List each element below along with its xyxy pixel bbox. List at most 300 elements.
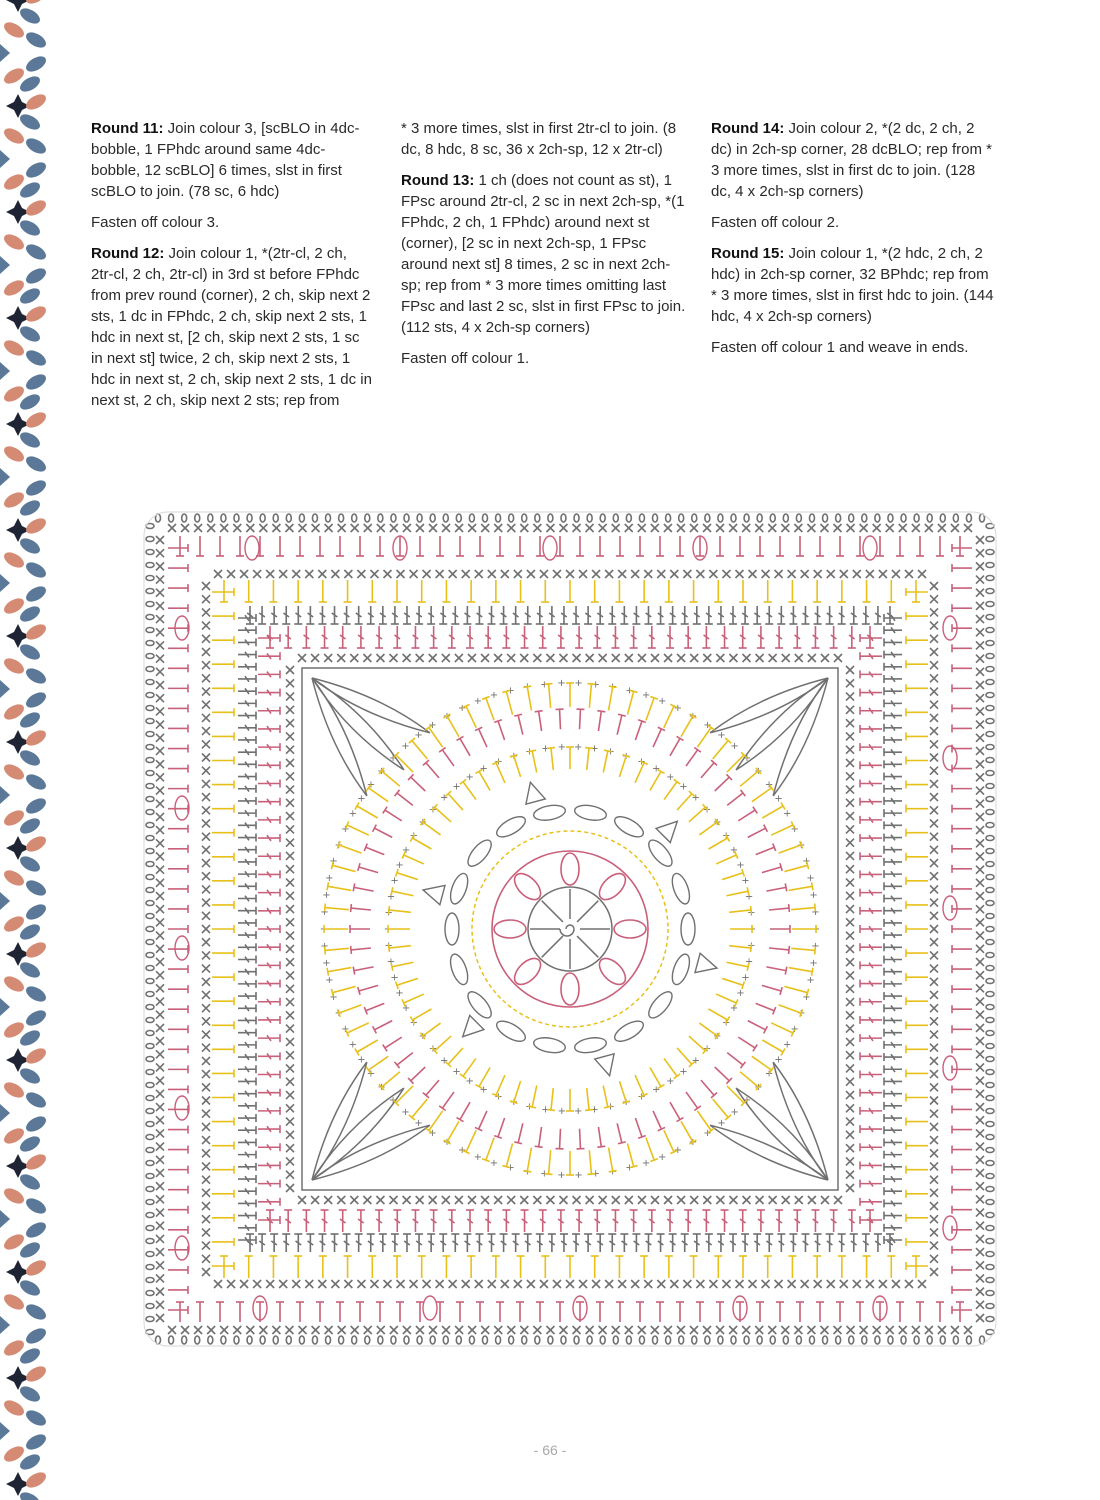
radial-stitch (328, 886, 352, 890)
radial-bar (597, 711, 605, 712)
sc-symbol: + (386, 891, 396, 903)
chain-stitch (146, 1291, 154, 1296)
sc-symbol: + (591, 1168, 600, 1180)
radial-stitch (589, 1150, 591, 1174)
radial-stitch (677, 794, 692, 810)
text-column-2 (401, 118, 686, 379)
petal-shape (23, 53, 48, 74)
chain-loop (494, 813, 529, 841)
radial-bar (789, 946, 790, 954)
radial-bar (751, 906, 752, 914)
radial-stitch (332, 865, 355, 871)
radial-stitch (589, 684, 591, 708)
petal-shape (17, 323, 42, 344)
radial-stitch (587, 748, 589, 770)
chain-loop (574, 1036, 608, 1055)
radial-bar (545, 684, 553, 685)
petal-shape (23, 689, 48, 710)
edge-triangle (0, 574, 10, 592)
radial-bar (358, 987, 360, 995)
petal-shape (23, 621, 48, 642)
radial-bar (353, 883, 355, 891)
bobble (175, 1096, 189, 1120)
chain-stitch (456, 1336, 461, 1344)
chain-stitch (247, 514, 252, 522)
chain-stitch (862, 1336, 867, 1344)
sc-symbol: + (525, 1101, 534, 1113)
petal-shape (23, 1407, 48, 1428)
sc-symbol: + (401, 1106, 410, 1118)
radial-stitch (412, 1009, 431, 1020)
round-14-text: Join colour 2, *(2 dc, 2 ch, 2 dc) in 2ch-sp corner, 28 dcBLO; rep from * 3 more times, slst in first dc to join. (128 dc, 4 x 2ch-sp corners) (711, 120, 992, 200)
sc-symbol: + (747, 924, 757, 935)
sc-symbol: + (377, 765, 386, 777)
sc-symbol: + (657, 1152, 667, 1164)
chain-stitch (482, 514, 487, 522)
chain-stitch (731, 1336, 736, 1344)
round-12-continued: * 3 more times, slst in first 2tr-cl to join. (8 dc, 8 hdc, 8 sc, 36 x 2ch-sp, 12 x 2tr-cl) (401, 120, 677, 158)
chain-stitch (146, 628, 154, 633)
sc-symbol: + (479, 1084, 488, 1096)
chain-stitch (146, 654, 154, 659)
chain-stitch (718, 1336, 723, 1344)
sc-symbol: + (622, 1097, 631, 1109)
sc-symbol: + (703, 1127, 712, 1139)
sc-symbol: + (366, 779, 376, 791)
radial-stitch (580, 1129, 581, 1149)
sc-symbol: + (741, 875, 750, 887)
chain-stitch (986, 1096, 994, 1101)
sc-symbol: + (452, 781, 461, 793)
sc-symbol: + (744, 891, 754, 903)
radial-stitch (532, 751, 537, 773)
chain-stitch (417, 1336, 422, 1344)
chain-stitch (666, 1336, 671, 1344)
edge-triangle (0, 44, 10, 62)
petal-shape (1, 19, 26, 40)
radial-bar (383, 1045, 387, 1052)
radial-stitch (551, 748, 553, 770)
radial-stitch (699, 822, 717, 835)
radial-stitch (681, 1121, 693, 1142)
sc-symbol: + (395, 987, 404, 999)
radial-stitch (762, 867, 781, 873)
chain-stitch (146, 1174, 154, 1179)
sc-symbol: + (440, 792, 449, 804)
sc-symbol: + (322, 889, 331, 901)
sc-symbol: + (666, 772, 675, 784)
chain-stitch (146, 745, 154, 750)
petal-shape (23, 1151, 48, 1172)
sc-symbol: + (673, 1145, 683, 1157)
petal-shape (17, 641, 42, 662)
petal-shape (23, 939, 48, 960)
radial-bar (785, 967, 787, 975)
chain-stitch (986, 602, 994, 607)
magic-ring-spiral (560, 925, 574, 936)
chain-stitch (986, 576, 994, 581)
radial-stitch (686, 1092, 698, 1108)
chain-stitch (986, 966, 994, 971)
sc-symbol: + (742, 753, 752, 765)
chain-stitch (146, 615, 154, 620)
centre-stitch (577, 936, 598, 957)
chain-stitch (509, 1336, 514, 1344)
chain-stitch (430, 514, 435, 522)
sc-symbol: + (334, 1008, 344, 1020)
bobble (494, 920, 526, 938)
chain-stitch (234, 514, 239, 522)
sc-symbol: + (489, 690, 499, 702)
edge-triangle (0, 680, 10, 698)
radial-bar (597, 1146, 605, 1147)
radial-stitch (756, 847, 775, 854)
radial-stitch (397, 793, 413, 805)
radial-bar (587, 684, 595, 685)
sc-symbol: + (401, 1002, 411, 1014)
radial-stitch (670, 1102, 680, 1119)
petal-shape (1, 973, 26, 994)
radial-bar (353, 967, 355, 975)
chain-stitch (286, 514, 291, 522)
radial-bar (351, 904, 352, 912)
petal-shape (1, 337, 26, 358)
sc-symbol: + (637, 756, 646, 768)
cluster-triangle (456, 1015, 484, 1043)
chain-stitch (731, 514, 736, 522)
chain-loop (681, 913, 695, 945)
petal-shape (23, 265, 48, 286)
radial-stitch (727, 1053, 743, 1065)
chain-stitch (146, 849, 154, 854)
radial-bar (514, 1142, 522, 1144)
radial-stitch (486, 698, 494, 721)
chain-stitch (986, 1161, 994, 1166)
petal-shape (1, 125, 26, 146)
radial-bar (587, 1174, 595, 1175)
chain-stitch (914, 514, 919, 522)
chain-stitch (986, 914, 994, 919)
radial-stitch (699, 1023, 717, 1036)
chain-stitch (146, 797, 154, 802)
bobble (863, 536, 877, 560)
chain-stitch (986, 1252, 994, 1257)
radial-stitch (426, 763, 439, 778)
chain-stitch (146, 589, 154, 594)
chain-stitch (146, 1148, 154, 1153)
chain-stitch (986, 784, 994, 789)
sc-symbol: + (691, 792, 700, 804)
sc-symbol: + (754, 1082, 763, 1094)
sc-symbol: + (809, 889, 818, 901)
radial-stitch (769, 948, 789, 950)
chain-stitch (587, 1336, 592, 1344)
chain-stitch (146, 1304, 154, 1309)
radial-stitch (382, 1072, 400, 1087)
radial-stitch (498, 1118, 505, 1137)
chain-stitch (986, 771, 994, 776)
round-15-paragraph (711, 243, 995, 327)
cluster-triangle (595, 1054, 620, 1079)
edge-triangle (0, 786, 10, 804)
radial-stitch (784, 865, 807, 871)
sc-symbol: + (409, 1017, 418, 1029)
chain-stitch (823, 514, 828, 522)
chain-stitch (146, 550, 154, 555)
radial-bar (815, 904, 816, 912)
edge-triangle (0, 150, 10, 168)
radial-stitch (713, 1099, 728, 1117)
radial-stitch (354, 887, 374, 891)
petal-shape (1, 761, 26, 782)
border-motif (0, 477, 49, 592)
petal-shape (23, 91, 48, 112)
chain-stitch (146, 1057, 154, 1062)
chain-stitch (146, 667, 154, 672)
chain-stitch (757, 514, 762, 522)
chain-stitch (986, 1031, 994, 1036)
sc-symbol: + (540, 1168, 549, 1180)
radial-stitch (766, 967, 786, 971)
radial-stitch (351, 948, 371, 950)
chain-stitch (836, 514, 841, 522)
petal-shape (17, 5, 42, 26)
chain-stitch (146, 563, 154, 568)
radial-bar (439, 1106, 446, 1111)
radial-stitch (560, 1129, 561, 1149)
sc-symbol: + (730, 741, 739, 753)
radial-bar (753, 1045, 757, 1052)
sc-symbol: + (590, 1104, 599, 1116)
radial-stitch (762, 1040, 783, 1052)
radial-bar (545, 1174, 553, 1175)
sc-symbol: + (666, 1075, 675, 1087)
petal-shape (23, 1219, 48, 1240)
chain-stitch (146, 901, 154, 906)
sc-symbol: + (722, 1017, 731, 1029)
chain-stitch (639, 514, 644, 522)
radial-bar (535, 711, 543, 712)
radial-stitch (549, 1150, 551, 1174)
sc-symbol: + (473, 695, 483, 707)
chain-stitch (986, 1044, 994, 1049)
radial-stitch (392, 891, 414, 896)
chain-stitch (953, 514, 958, 522)
chain-stitch (146, 888, 154, 893)
chain-stitch (365, 514, 370, 522)
centre-stitch (542, 901, 563, 922)
sc-symbol: + (641, 1157, 651, 1169)
sc-symbol: + (523, 1166, 532, 1178)
edge-triangle (0, 1422, 10, 1440)
chain-stitch (783, 514, 788, 522)
chain-stitch (417, 514, 422, 522)
sc-symbol: + (377, 1082, 386, 1094)
sc-symbol: + (657, 695, 667, 707)
radial-stitch (664, 706, 674, 728)
sc-symbol: + (747, 907, 756, 919)
chain-stitch (326, 514, 331, 522)
petal-shape (23, 559, 48, 580)
chain-stitch (692, 514, 697, 522)
chain-stitch (600, 1336, 605, 1344)
sc-symbol: + (384, 940, 393, 952)
chain-stitch (146, 693, 154, 698)
chain-stitch (208, 1336, 213, 1344)
sc-symbol: + (811, 941, 820, 953)
petal-shape (23, 197, 48, 218)
radial-stitch (701, 763, 714, 778)
radial-stitch (518, 1123, 523, 1142)
sc-symbol: + (383, 924, 393, 935)
chain-stitch (146, 771, 154, 776)
chain-stitch (757, 1336, 762, 1344)
chain-stitch (809, 514, 814, 522)
radial-stitch (762, 806, 783, 818)
round-11-text: Join colour 3, [scBLO in 4dc-bobble, 1 FPhdc around same 4dc-bobble, 12 scBLO] 6 times, slst in first scBLO to join. (78 sc, 6 hdc) (91, 120, 360, 200)
radial-stitch (617, 1123, 622, 1142)
edge-triangle (0, 998, 10, 1016)
chain-stitch (146, 940, 154, 945)
radial-stitch (748, 828, 766, 837)
chain-stitch (823, 1336, 828, 1344)
radial-stitch (366, 847, 385, 854)
sc-symbol: + (320, 906, 329, 918)
sc-symbol: + (730, 1106, 739, 1118)
chain-stitch (986, 1213, 994, 1218)
radial-stitch (740, 1072, 758, 1087)
petal-shape (23, 303, 48, 324)
radial-stitch (598, 711, 601, 731)
radial-stitch (664, 1130, 674, 1152)
radial-bar (618, 1142, 626, 1144)
centre-stitch (577, 901, 598, 922)
chain-stitch (146, 966, 154, 971)
petal-shape (23, 983, 48, 1004)
chain-stitch (146, 1213, 154, 1218)
sc-symbol: + (557, 678, 566, 690)
chain-loop (612, 813, 647, 841)
sc-symbol: + (608, 1166, 617, 1178)
chain-stitch (146, 1096, 154, 1101)
chain-stitch (273, 514, 278, 522)
sc-symbol: + (774, 1054, 783, 1066)
chain-stitch (626, 1336, 631, 1344)
bobble (943, 1216, 957, 1240)
chain-stitch (986, 732, 994, 737)
cluster-triangle (421, 880, 445, 904)
sc-symbol: + (688, 710, 698, 722)
radial-stitch (397, 978, 418, 985)
chain-stitch (705, 514, 710, 522)
chain-stitch (986, 615, 994, 620)
chain-stitch (718, 514, 723, 522)
sc-symbol: + (703, 720, 712, 732)
sc-symbol: + (509, 750, 518, 762)
radial-bar (547, 1110, 555, 1111)
chain-stitch (146, 1031, 154, 1036)
chain-stitch (522, 514, 527, 522)
radial-bar (780, 863, 782, 871)
chain-stitch (796, 514, 801, 522)
radial-stitch (709, 1009, 728, 1020)
radial-bar (389, 944, 390, 952)
pink-ring (492, 851, 648, 1007)
sc-symbol: + (802, 856, 811, 868)
round-13-paragraph (401, 170, 686, 338)
radial-stitch (442, 750, 454, 766)
chain-stitch (666, 514, 671, 522)
radial-bar (785, 883, 787, 891)
chain-stitch (783, 1336, 788, 1344)
petal-shape (17, 217, 42, 238)
sc-symbol: + (673, 702, 683, 714)
radial-stitch (479, 1111, 487, 1129)
petal-shape (1, 1185, 26, 1206)
chain-loop (612, 1017, 647, 1045)
sc-symbol: + (606, 1101, 615, 1113)
radial-bar (358, 863, 360, 871)
chain-stitch (146, 1044, 154, 1049)
sc-symbol: + (506, 685, 515, 697)
chain-loop (445, 913, 459, 945)
radial-stitch (539, 1127, 542, 1147)
chain-stitch (986, 563, 994, 568)
chain-stitch (613, 1336, 618, 1344)
chain-stitch (986, 927, 994, 932)
chain-stitch (986, 1057, 994, 1062)
sc-symbol: + (741, 972, 750, 984)
chain-stitch (679, 514, 684, 522)
chain-stitch (326, 1336, 331, 1344)
chain-stitch (986, 537, 994, 542)
sc-symbol: + (783, 808, 792, 820)
border-motif (0, 583, 49, 698)
border-motif (0, 53, 49, 168)
chain-stitch (146, 1018, 154, 1023)
radial-stitch (466, 706, 476, 728)
chain-stitch (986, 836, 994, 841)
sc-symbol: + (574, 678, 583, 690)
radial-stitch (328, 968, 352, 972)
petal-shape (1, 231, 26, 252)
petal-shape (1, 1397, 26, 1418)
chain-loop (574, 803, 608, 822)
bobble (561, 853, 579, 885)
radial-stitch (447, 716, 459, 737)
round-11-fasten: Fasten off colour 3. (91, 214, 220, 231)
radial-stitch (411, 777, 425, 791)
petal-shape (23, 347, 48, 368)
radial-bar (694, 1106, 701, 1111)
chain-stitch (146, 1278, 154, 1283)
chain-stitch (574, 514, 579, 522)
round-14-label: Round 14: (711, 120, 785, 137)
petal-shape (23, 29, 48, 50)
chain-stitch (986, 1291, 994, 1296)
sc-symbol: + (574, 1169, 583, 1181)
sc-symbol: + (479, 763, 488, 775)
chain-stitch (986, 1135, 994, 1140)
sc-symbol: + (591, 679, 600, 691)
round-13-fasten: Fasten off colour 1. (401, 350, 530, 367)
sc-symbol: + (319, 924, 329, 935)
sc-symbol: + (764, 1068, 774, 1080)
radial-stitch (392, 962, 414, 967)
chain-stitch (352, 1336, 357, 1344)
radial-stitch (762, 985, 781, 991)
sc-symbol: + (802, 991, 811, 1003)
